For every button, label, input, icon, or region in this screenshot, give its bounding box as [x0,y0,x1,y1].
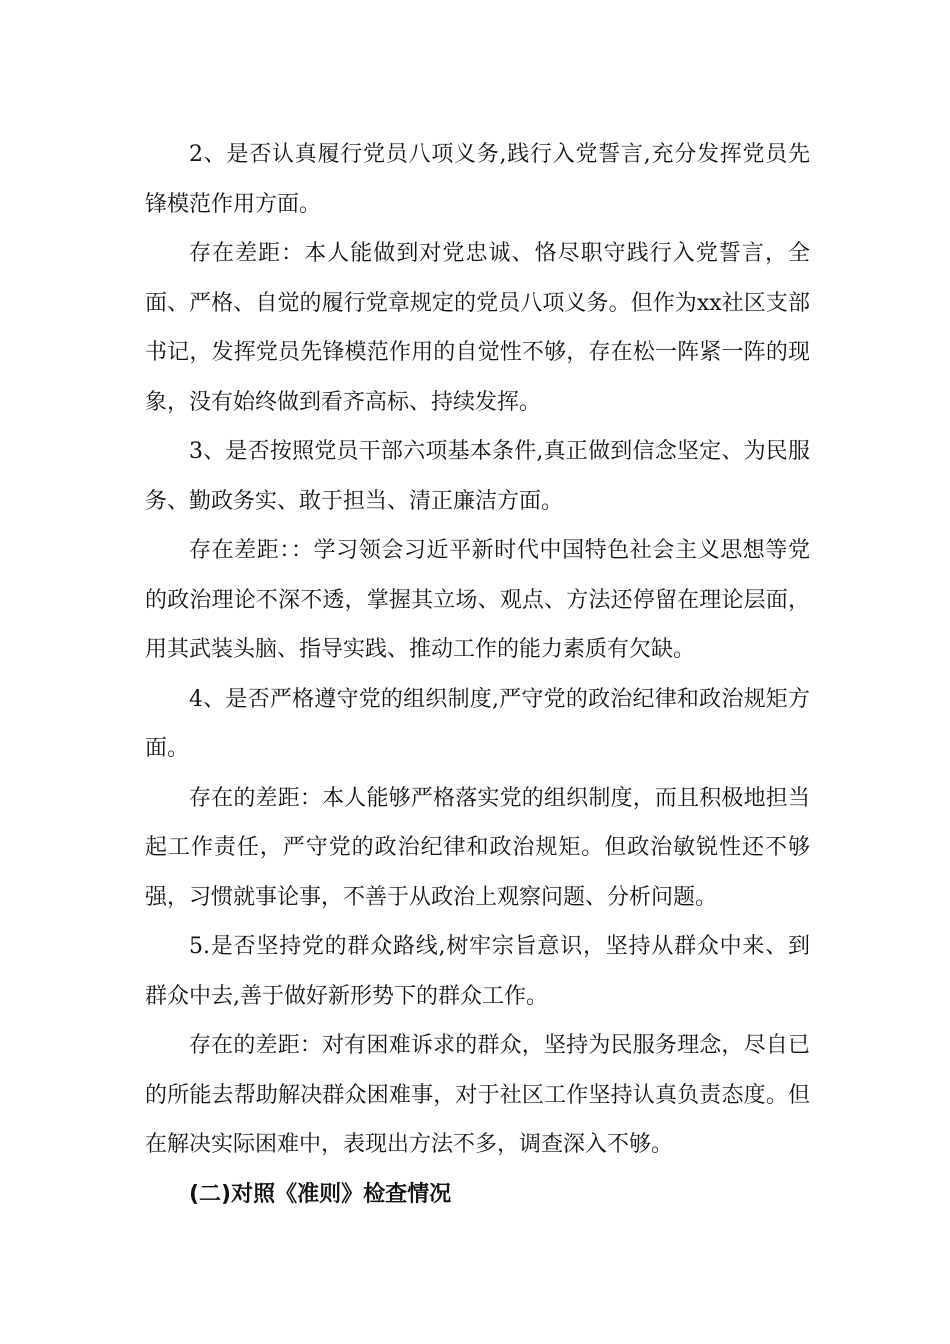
item-3-gap: 存在差距：：学习领会习近平新时代中国特色社会主义思想等党的政治理论不深不透，掌握其立场、观点、方法还停留在理论层面，用其武装头脑、指导实践、推动工作的能力素质有欠缺。 [145,538,810,662]
document-body [145,130,810,1219]
item-4-gap: 存在的差距：本人能够严格落实党的组织制度，而且积极地担当起工作责任，严守党的政治纪律和政治规矩。但政治敏锐性还不够强，习惯就事论事，不善于从政治上观察问题、分析问题。 [145,785,810,910]
section-heading: (二)对照《准则》检查情况 [189,1181,452,1207]
item-2-question: 2、是否认真履行党员八项义务,践行入党誓言,充分发挥党员先锋模范作用方面。 [145,142,810,217]
item-3-question: 3、是否按照党员干部六项基本条件,真正做到信念坚定、为民服务、勤政务实、敢于担当、清正廉洁方面。 [145,439,810,514]
item-5-gap: 存在的差距：对有困难诉求的群众，坚持为民服务理念，尽自已的所能去帮助解决群众困难事，对于社区工作坚持认真负责态度。但在解决实际困难中，表现出方法不多，调查深入不够。 [145,1033,810,1157]
item-2-gap: 存在差距：本人能做到对党忠诚、恪尽职守践行入党誓言，全面、严格、自觉的履行党章规定的党员八项义务。但作为xx社区支部书记，发挥党员先锋模范作用的自觉性不够，存在松一阵紧一阵的现象，没有始终做到看齐高标、持续发挥。 [145,241,810,415]
item-4-question: 4、是否严格遵守党的组织制度,严守党的政治纪律和政治规矩方面。 [145,686,810,761]
item-5-question: 5.是否坚持党的群众路线,树牢宗旨意识，坚持从群众中来、到群众中去,善于做好新形势下的群众工作。 [145,934,810,1009]
